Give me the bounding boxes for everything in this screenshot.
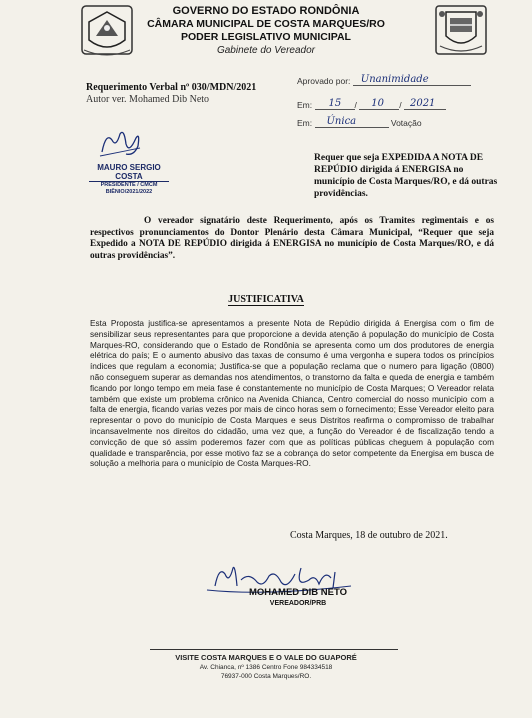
intro-paragraph: O vereador signatário deste Requerimento, após os Tramites regimentais e os respectivos pronunciamentos do Dontor Plenário desta Câmara Municipal, “Requer que seja Expedido a NOTA DE REPÚDIO dirigida á ENERGISA no município de Costa Marques/RO, e dá outras providências”. [90,216,494,261]
signer-name: MOHAMED DIB NETO [249,587,347,598]
vote-value: Única [326,116,357,127]
footer-postal: 76937-000 Costa Marques/RO. [220,673,312,680]
footer-slogan: VISITE COSTA MARQUES E O VALE DO GUAPORÉ [175,653,357,662]
date-label: Em: [297,100,313,110]
request-subject [314,152,500,200]
justification-title: JUSTIFICATIVA [228,294,304,305]
chamber-name: CÂMARA MUNICIPAL DE COSTA MARQUES/RO [147,18,385,30]
document-page: GOVERNO DO ESTADO RONDÔNIA CÂMARA MUNICIPAL DE COSTA MARQUES/RO PODER LEGISLATIVO MUNICIPAL Gabinete do Vereador Requerimento Verbal nº 030/MDN/2021 Autor ver. Mohamed Dib Neto Aprovado por: Unanimidade Em: 15 / 10 / 2021 Em: Única Votação MAURO SERGIO COSTA PRESIDENTE / CMCM BIÊNIO/2021/2022 Requer que seja EXPEDIDA A NOTA DE REPÚDIO dirigida á ENERGISA no município de Costa Marques/RO, e dá outras providências. O vereador signatário deste Requerimento, após os Tramites regimentais e os respectivos pronunciamentos do Dontor Plenário desta Câmara Municipal, “Requer que seja Expedido a NOTA DE REPÚDIO dirigida á ENERGISA no município de Costa Marques/RO, e dá outras providências”. JUSTIFICATIVA Esta Proposta justifica-se apresentamos a presente Nota de Repúdio dirigida á Energisa com o fim de sensibilizar seus representantes para que proporcione a devida atenção á população do município de Costa Marques-RO, considerando que o Estado de Rondônia se apresenta como um dos produtores de energia elétrica do país; E o aumento abusivo das taxas de consumo é uma vergonha e supera todos os princípios índices que regulam a economia; Justifica-se que a população reclama que o numero para ligação (0800) não conseguem superar as demandas nos atendimentos, o transtorno da falta e queda de energia e também ficando por longo tempo em meia fase é constantemente no município de Costa Marques; O Vereador relata também que existe um problema crônico na Avenida Chianca, Centro comercial do nosso município com a falta de energia, ficando varias vezes por mais de cinco horas sem o fornecimento; Esse Vereador eleito para representar o povo do município de Costa Marques e seus Distritos reafirma o compromisso de trabalhar incansavelmente nos direitos do cidadão, uma vez que, a função do Vereador é de fiscalização tendo a convicção de que só assim poderemos fazer com que as políticas públicas cheguem à população com qualidade e transparência, por esse motivo faz se a cobrança do setor competente da Energisa em busca de solução a melhoria para o município de Costa Marques-RO. Costa Marques, 18 de outubro de 2021. MOHAMED DIB NETO VEREADOR/PRB VISITE COSTA MARQUES E O VALE DO GUAPORÉ Av. Chianca, nº 1386 Centro Fone 984334518 76937-000 Costa Marques/RO. [0,0,532,718]
date-line: Costa Marques, 18 de outubro de 2021. [290,530,448,541]
office-name: Gabinete do Vereador [216,45,316,56]
approved-value: Unanimidade [360,74,429,85]
subject-rest: no município de Costa Marques/RO, e dá outras providências. [314,165,498,199]
request-identification [86,82,256,106]
approval-month: 10 [371,98,384,109]
president-role: PRESIDENTE / CMCM [100,182,158,188]
vote-label: Em: [297,118,313,128]
branch-name: PODER LEGISLATIVO MUNICIPAL [181,31,351,43]
footer-divider [150,649,398,650]
approved-label: Aprovado por: [297,76,351,86]
letterhead [0,4,532,57]
footer [0,653,532,681]
signer-block [218,587,378,608]
president-signature [96,126,144,162]
vote-suffix: Votação [390,118,422,128]
request-author: Autor ver. Mohamed Dib Neto [86,94,210,105]
signer-role: VEREADOR/PRB [269,600,327,607]
request-number: Requerimento Verbal nº 030/MDN/2021 [86,82,257,93]
footer-address: Av. Chianca, nº 1386 Centro Fone 984334518 [199,664,333,671]
approval-day: 15 [328,98,342,109]
president-term: BIÊNIO/2021/2022 [105,189,153,195]
state-name: GOVERNO DO ESTADO RONDÔNIA [172,5,360,17]
president-name: MAURO SERGIO COSTA [89,163,169,182]
president-stamp [89,163,169,196]
approval-year: 2021 [409,98,436,109]
subject-bold: Requer que seja EXPEDIDA A NOTA DE REPÚDIO dirigida á ENERGISA [314,153,484,175]
justification-body: Esta Proposta justifica-se apresentamos a presente Nota de Repúdio dirigida á Energisa com o fim de sensibilizar seus representantes para que proporcione a devida atenção á população do município de Costa Marques-RO, considerando que o Estado de Rondônia se apresenta como um dos produtores de energia elétrica do país; E o aumento abusivo das taxas de consumo é uma vergonha e supera todos os princípios índices que regulam a economia; Justifica-se que a população reclama que o numero para ligação (0800) não conseguem superar as demandas nos atendimentos, o transtorno da falta e queda de energia e também ficando por longo tempo em meia fase é constantemente no município de Costa Marques; O Vereador relata também que existe um problema crônico na Avenida Chianca, Centro comercial do nosso município com a falta de energia, ficando varias vezes por mais de cinco horas sem o fornecimento; Esse Vereador eleito para representar o povo do município de Costa Marques e seus Distritos reafirma o compromisso de trabalhar incansavelmente nos direitos do cidadão, uma vez que, a função do Vereador é de fiscalização tendo a convicção de que só assim poderemos fazer com que as políticas públicas cheguem à população com qualidade e transparência, por esse motivo faz se a cobrança do setor competente da Energisa em busca de solução a melhoria para o município de Costa Marques-RO. [90,318,494,469]
